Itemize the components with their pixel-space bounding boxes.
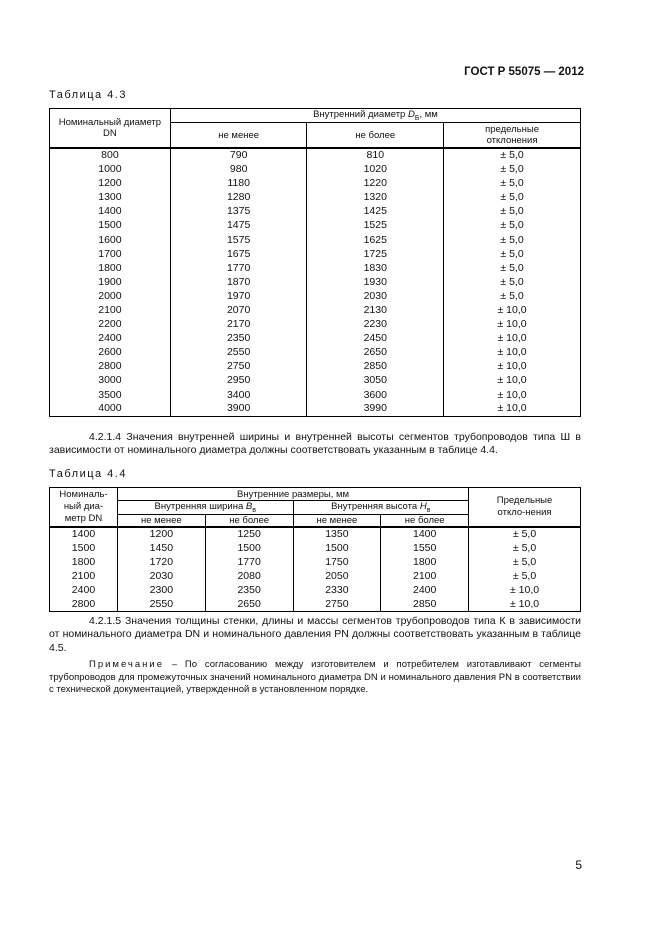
table-cell: ± 5,0	[444, 261, 581, 275]
table-cell: 3000	[50, 374, 171, 388]
col-width-min: не менее	[117, 514, 205, 527]
table-cell: 3400	[170, 388, 307, 402]
table-cell: ± 5,0	[444, 148, 581, 162]
table-cell: 1500	[50, 219, 171, 233]
table-4-4	[49, 487, 581, 612]
group-inner-diameter: Внутренний диаметр $D_Б$, мм	[170, 109, 580, 123]
table-cell: 2100	[381, 570, 469, 584]
note-text: – По согласованию между изготовителем и потребителем изготавливают сегменты трубопроводов для промежуточных значений номинального диаметра DN и номинального давления PN в соответствии с технической документацией, утвержденной в установленном порядке.	[49, 659, 581, 695]
table-cell: 1750	[293, 556, 381, 570]
table-cell: ± 5,0	[469, 541, 581, 555]
table-cell: 2950	[170, 374, 307, 388]
table-cell: ± 10,0	[444, 318, 581, 332]
table-cell: 4000	[50, 402, 171, 416]
table-row	[50, 261, 581, 275]
table-cell: 1575	[170, 233, 307, 247]
table-cell: 1830	[307, 261, 444, 275]
table-cell: 1200	[117, 527, 205, 541]
document-id: ГОСТ Р 55075 — 2012	[464, 66, 584, 78]
table-cell: ± 5,0	[444, 233, 581, 247]
table-cell: 1320	[307, 191, 444, 205]
table-cell: ± 5,0	[444, 205, 581, 219]
table-cell: 2000	[50, 289, 171, 303]
table-cell: 1900	[50, 275, 171, 289]
table-cell: 1800	[50, 261, 171, 275]
note-label: Примечание	[89, 659, 164, 670]
table-cell: 1250	[205, 527, 293, 541]
table-cell: 1720	[117, 556, 205, 570]
table-cell: 1625	[307, 233, 444, 247]
table-cell: 1400	[381, 527, 469, 541]
table-cell: 1180	[170, 177, 307, 191]
table-cell: 1280	[170, 191, 307, 205]
col-height-min: не менее	[293, 514, 381, 527]
table-cell: 2230	[307, 318, 444, 332]
table-row	[50, 402, 581, 416]
table-cell: ± 5,0	[444, 247, 581, 261]
table-row	[50, 570, 581, 584]
table-row	[50, 205, 581, 219]
col-nominal-diameter: Номинальный диаметр DN	[50, 109, 171, 149]
group-inner-width: Внутренняя ширина $B_в$	[117, 501, 293, 515]
table-row	[50, 177, 581, 191]
table-cell: ± 10,0	[444, 303, 581, 317]
table-cell: 2330	[293, 584, 381, 598]
table-cell: 3500	[50, 388, 171, 402]
table-row	[50, 346, 581, 360]
group-inner-dimensions: Внутренние размеры, мм	[117, 488, 468, 501]
table-row	[50, 584, 581, 598]
table-cell: 2030	[307, 289, 444, 303]
table-cell: ± 5,0	[469, 556, 581, 570]
table-row	[50, 598, 581, 612]
table-cell: 2400	[50, 332, 171, 346]
table-row	[50, 360, 581, 374]
table-row	[50, 332, 581, 346]
table-cell: 1020	[307, 162, 444, 176]
table-cell: 1300	[50, 191, 171, 205]
table-cell: ± 5,0	[444, 275, 581, 289]
table-cell: 3600	[307, 388, 444, 402]
table-cell: 2070	[170, 303, 307, 317]
table-cell: 1600	[50, 233, 171, 247]
table-cell: 2100	[50, 303, 171, 317]
table-cell: 3900	[170, 402, 307, 416]
col-height-max: не более	[381, 514, 469, 527]
table-cell: 1930	[307, 275, 444, 289]
group-inner-height: Внутренняя высота $H_в$	[293, 501, 469, 515]
table-cell: 1725	[307, 247, 444, 261]
table-cell: ± 10,0	[444, 360, 581, 374]
table-row	[50, 374, 581, 388]
table-cell: ± 5,0	[444, 219, 581, 233]
table-cell: 1970	[170, 289, 307, 303]
table-cell: ± 5,0	[444, 289, 581, 303]
table-cell: ± 5,0	[444, 177, 581, 191]
table-cell: ± 10,0	[444, 346, 581, 360]
table-cell: 800	[50, 148, 171, 162]
table-cell: ± 5,0	[469, 527, 581, 541]
table-cell: 1350	[293, 527, 381, 541]
table-cell: 1450	[117, 541, 205, 555]
table-cell: 1800	[50, 556, 118, 570]
table-4-4-caption: Таблица 4.4	[49, 468, 127, 480]
table-cell: 1550	[381, 541, 469, 555]
table-row	[50, 191, 581, 205]
table-cell: 2400	[381, 584, 469, 598]
table-cell: 1425	[307, 205, 444, 219]
table-cell: 1770	[205, 556, 293, 570]
table-cell: 1220	[307, 177, 444, 191]
table-row	[50, 289, 581, 303]
paragraph-4-2-1-5: 4.2.1.5 Значения толщины стенки, длины и массы сегментов трубопроводов типа К в зависимости от номинального диаметра DN и номинального давления PN должны соответствовать указанным в таблице 4.5.	[49, 615, 581, 654]
paragraph-4-2-1-4: 4.2.1.4 Значения внутренней ширины и внутренней высоты сегментов трубопроводов типа Ш в зависимости от номинального диаметра должны соответствовать указанным в таблице 4.4.	[49, 431, 581, 457]
table-row	[50, 162, 581, 176]
table-cell: 1800	[381, 556, 469, 570]
table-cell: 2350	[205, 584, 293, 598]
table-cell: ± 5,0	[444, 162, 581, 176]
table-cell: 3990	[307, 402, 444, 416]
table-cell: 2800	[50, 360, 171, 374]
table-cell: 2030	[117, 570, 205, 584]
table-cell: 2350	[170, 332, 307, 346]
table-4-3-caption: Таблица 4.3	[49, 89, 127, 101]
table-cell: 2050	[293, 570, 381, 584]
table-cell: 2130	[307, 303, 444, 317]
table-cell: ± 10,0	[444, 388, 581, 402]
table-cell: ± 5,0	[444, 191, 581, 205]
table-cell: 2650	[307, 346, 444, 360]
table-cell: 1200	[50, 177, 171, 191]
col-tolerance: Предельные откло-нения	[469, 488, 581, 528]
table-cell: 1400	[50, 205, 171, 219]
table-row	[50, 219, 581, 233]
table-cell: 2200	[50, 318, 171, 332]
table-cell: 2550	[117, 598, 205, 612]
table-cell: 1700	[50, 247, 171, 261]
table-cell: 2800	[50, 598, 118, 612]
table-cell: 2400	[50, 584, 118, 598]
note	[49, 659, 581, 697]
table-cell: ± 10,0	[444, 402, 581, 416]
table-cell: 2100	[50, 570, 118, 584]
table-cell: 2550	[170, 346, 307, 360]
table-cell: 1475	[170, 219, 307, 233]
table-row	[50, 148, 581, 162]
table-row	[50, 527, 581, 541]
table-cell: 1870	[170, 275, 307, 289]
table-cell: 2850	[307, 360, 444, 374]
table-cell: 1400	[50, 527, 118, 541]
table-cell: 2170	[170, 318, 307, 332]
table-row	[50, 275, 581, 289]
table-cell: 2450	[307, 332, 444, 346]
col-max: не более	[307, 122, 444, 148]
table-cell: 3050	[307, 374, 444, 388]
table-4-3	[49, 108, 581, 417]
table-row	[50, 541, 581, 555]
table-cell: 1770	[170, 261, 307, 275]
table-cell: 1500	[205, 541, 293, 555]
col-nominal-diameter: Номиналь-ный диа-метр DN	[50, 488, 118, 528]
table-cell: 2850	[381, 598, 469, 612]
table-cell: 790	[170, 148, 307, 162]
table-cell: 1500	[50, 541, 118, 555]
col-width-max: не более	[205, 514, 293, 527]
table-cell: 1500	[293, 541, 381, 555]
table-row	[50, 247, 581, 261]
col-tolerance: предельные отклонения	[444, 122, 581, 148]
table-cell: ± 10,0	[444, 374, 581, 388]
table-row	[50, 388, 581, 402]
table-cell: 2600	[50, 346, 171, 360]
table-cell: ± 10,0	[469, 584, 581, 598]
table-cell: 2650	[205, 598, 293, 612]
table-cell: 2080	[205, 570, 293, 584]
page-number: 5	[575, 858, 582, 872]
table-cell: 2300	[117, 584, 205, 598]
col-min: не менее	[170, 122, 307, 148]
table-cell: ± 10,0	[469, 598, 581, 612]
table-cell: 1000	[50, 162, 171, 176]
table-cell: 1375	[170, 205, 307, 219]
table-cell: 1675	[170, 247, 307, 261]
table-row	[50, 556, 581, 570]
table-row	[50, 318, 581, 332]
table-cell: 810	[307, 148, 444, 162]
table-cell: ± 10,0	[444, 332, 581, 346]
table-row	[50, 303, 581, 317]
table-cell: ± 5,0	[469, 570, 581, 584]
table-cell: 1525	[307, 219, 444, 233]
table-cell: 2750	[293, 598, 381, 612]
table-row	[50, 233, 581, 247]
table-cell: 2750	[170, 360, 307, 374]
table-cell: 980	[170, 162, 307, 176]
